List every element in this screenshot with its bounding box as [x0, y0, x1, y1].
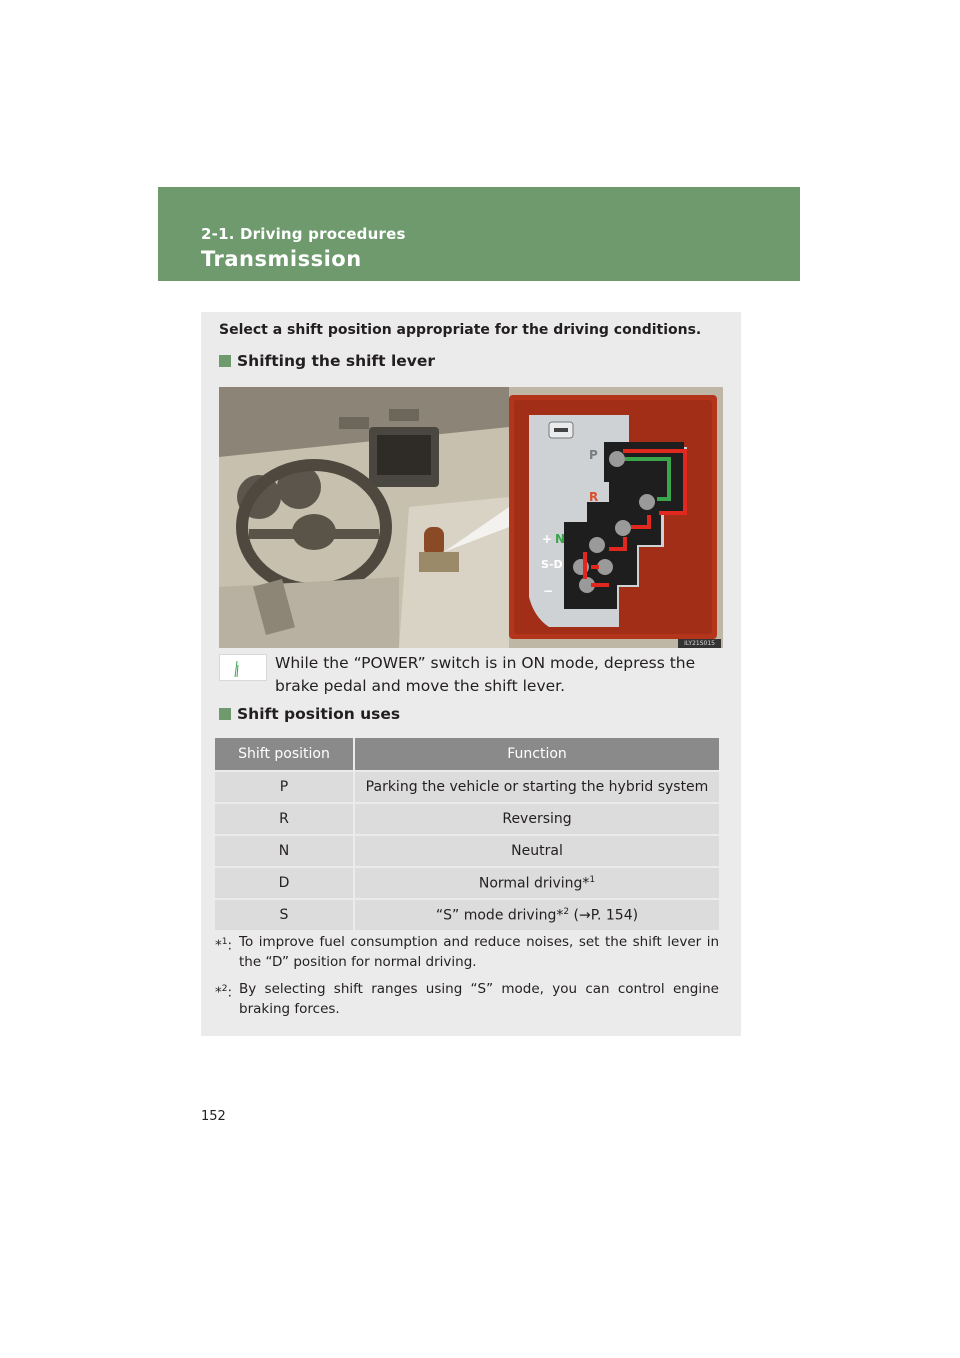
subhead-shift-position-uses-label: Shift position uses	[237, 705, 401, 723]
function-text: Normal driving*	[478, 875, 590, 892]
gate-label-minus: −	[543, 584, 554, 598]
gate-label-p: P	[589, 448, 598, 462]
footnote-1	[215, 932, 719, 972]
function-cell	[354, 867, 719, 899]
subhead-shift-position-uses	[219, 705, 400, 723]
table-row	[215, 803, 719, 835]
column-header-function: Function	[354, 738, 719, 771]
page-title: Transmission	[201, 247, 362, 271]
shift-position-cell: R	[215, 803, 354, 835]
table-row	[215, 835, 719, 867]
function-text: “S” mode driving*	[435, 907, 564, 924]
table-header-row	[215, 738, 719, 771]
callout-marker-icon	[219, 654, 267, 681]
page-reference-link[interactable]: (→P. 154)	[569, 907, 639, 924]
content-panel	[201, 312, 741, 1036]
shift-instruction: While the “POWER” switch is in ON mode, depress the brake pedal and move the shift lever.	[275, 654, 696, 695]
section-label: 2-1. Driving procedures	[201, 225, 406, 243]
table-row	[215, 899, 719, 930]
section-header	[158, 187, 800, 281]
function-cell: Neutral	[354, 835, 719, 867]
table-row	[215, 867, 719, 899]
shift-lever-illustration	[219, 387, 723, 648]
shift-position-cell: P	[215, 771, 354, 803]
function-cell	[354, 899, 719, 930]
footnote-2	[215, 979, 719, 1019]
gate-label-n: N	[555, 532, 566, 546]
function-cell: Reversing	[354, 803, 719, 835]
gate-label-r: R	[589, 490, 599, 504]
figure-code: ILY21S015	[678, 639, 721, 648]
column-header-shift-position: Shift position	[215, 738, 354, 771]
footnote-ref: 1	[589, 874, 596, 885]
subhead-shifting	[219, 352, 435, 370]
gate-label-sd: S-D	[541, 558, 563, 571]
footnote-mark: *$^2$:	[215, 984, 233, 1001]
footnote-mark: *$^1$:	[215, 937, 233, 954]
square-bullet-icon	[219, 355, 231, 367]
shift-position-cell: N	[215, 835, 354, 867]
footnote-text: To improve fuel consumption and reduce noises, set the shift lever in the “D” position for normal driving.	[239, 934, 719, 970]
footnotes	[215, 932, 719, 1026]
footnote-ref: 2	[563, 906, 570, 917]
intro-text: Select a shift position appropriate for the driving conditions.	[219, 322, 702, 338]
shift-position-cell: S	[215, 899, 354, 930]
function-cell: Parking the vehicle or starting the hybrid system	[354, 771, 719, 803]
table-row	[215, 771, 719, 803]
shift-position-cell: D	[215, 867, 354, 899]
footnote-text: By selecting shift ranges using “S” mode, you can control engine braking forces.	[239, 981, 719, 1017]
square-bullet-icon	[219, 708, 231, 720]
subhead-shifting-label: Shifting the shift lever	[237, 352, 436, 370]
page-number: 152	[201, 1109, 226, 1124]
shift-position-table	[215, 738, 719, 930]
shift-lever-figure	[219, 387, 723, 648]
gate-label-plus: +	[542, 532, 553, 546]
